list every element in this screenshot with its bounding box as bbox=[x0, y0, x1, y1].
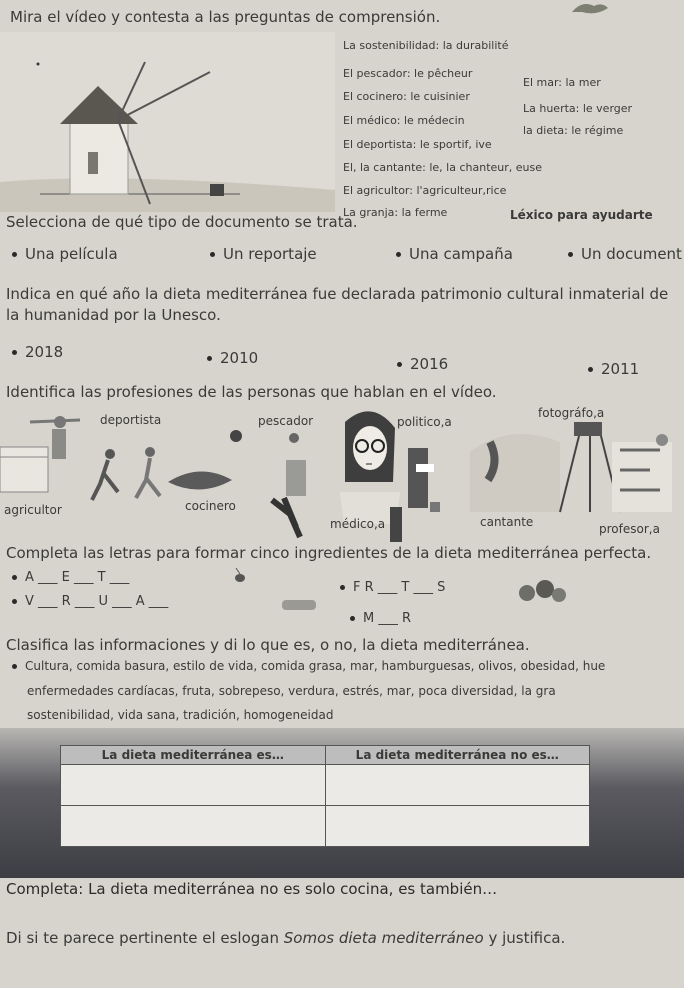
lexicon-item: la dieta: le régime bbox=[523, 124, 624, 137]
q5-prompt: Clasifica las informaciones y di lo que es, o no, la dieta mediterránea. bbox=[6, 636, 530, 654]
q1-prompt: Selecciona de qué tipo de documento se trata. bbox=[6, 213, 358, 231]
windmill-landscape-image bbox=[0, 32, 335, 212]
profession-label-medico: médico,a bbox=[330, 517, 386, 531]
q4-item[interactable]: A ___ E ___ T ___ bbox=[12, 570, 129, 585]
lexicon-item: El deportista: le sportif, ive bbox=[343, 138, 492, 151]
q6-prompt: Completa: La dieta mediterránea no es solo cocina, es también… bbox=[6, 880, 498, 898]
bullet-icon bbox=[12, 664, 17, 669]
profession-label-cocinero: cocinero bbox=[185, 499, 236, 513]
profession-label-deportista: deportista bbox=[100, 413, 162, 427]
profession-label-profesor: profesor,a bbox=[599, 522, 660, 536]
answer-cell-not-2[interactable] bbox=[325, 806, 590, 847]
lexicon-item: El, la cantante: le, la chanteur, euse bbox=[343, 161, 543, 174]
bullet-icon bbox=[12, 350, 17, 355]
answer-cell-is-1[interactable] bbox=[61, 765, 326, 806]
q5-word-list-line3: sostenibilidad, vida sana, tradición, homogeneidad bbox=[27, 708, 334, 722]
q7-prompt: Di si te parece pertinente el eslogan Somos dieta mediterráneo y justifica. bbox=[6, 929, 566, 947]
bullet-icon bbox=[207, 356, 212, 361]
q1-option[interactable]: Un document bbox=[568, 245, 682, 263]
lexicon-item: El médico: le médecin bbox=[343, 114, 465, 127]
bullet-icon bbox=[588, 367, 593, 372]
q4-item[interactable]: V ___ R ___ U ___ A ___ bbox=[12, 594, 168, 609]
q2-option[interactable]: 2011 bbox=[588, 360, 639, 378]
q1-option[interactable]: Una campaña bbox=[396, 245, 513, 263]
q5-word-list-line2: enfermedades cardíacas, fruta, sobrepeso, verdura, estrés, mar, poca diversidad, la gra bbox=[27, 684, 556, 698]
q4-prompt: Completa las letras para formar cinco ingredientes de la dieta mediterránea perfecta. bbox=[6, 544, 652, 562]
q5-word-list-line1: Cultura, comida basura, estilo de vida, comida grasa, mar, hamburguesas, olivos, obesidad, hue bbox=[12, 659, 605, 673]
lexicon-title: Léxico para ayudarte bbox=[510, 208, 653, 222]
q4-item[interactable]: F R ___ T ___ S bbox=[340, 580, 445, 595]
vegetables-icon bbox=[280, 596, 320, 612]
table-header-is-not: La dieta mediterránea no es… bbox=[325, 746, 590, 765]
answer-cell-not-1[interactable] bbox=[325, 765, 590, 806]
answer-cell-is-2[interactable] bbox=[61, 806, 326, 847]
bullet-icon bbox=[12, 252, 17, 257]
profession-label-politico: politico,a bbox=[397, 415, 452, 429]
q1-option[interactable]: Una película bbox=[12, 245, 118, 263]
lexicon-item: La huerta: le verger bbox=[523, 102, 633, 115]
q2-option[interactable]: 2016 bbox=[397, 355, 448, 373]
profession-label-agricultor: agricultor bbox=[4, 503, 62, 517]
q2-prompt-line2: la humanidad por la Unesco. bbox=[6, 306, 221, 324]
bullet-icon bbox=[396, 252, 401, 257]
slogan-text: Somos dieta mediterráneo bbox=[283, 929, 484, 947]
bullet-icon bbox=[12, 575, 17, 580]
decorative-leaf-illustration bbox=[570, 0, 610, 16]
lexicon-item: La granja: la ferme bbox=[343, 206, 448, 219]
q2-prompt-line1: Indica en qué año la dieta mediterránea fue declarada patrimonio cultural inmaterial de bbox=[6, 285, 669, 303]
lexicon-item: La sostenibilidad: la durabilité bbox=[343, 39, 509, 52]
bullet-icon bbox=[397, 362, 402, 367]
olive-icon bbox=[228, 566, 248, 586]
q2-option[interactable]: 2010 bbox=[207, 349, 258, 367]
lexicon-item: El cocinero: le cuisinier bbox=[343, 90, 470, 103]
table-header-is: La dieta mediterránea es… bbox=[61, 746, 326, 765]
bullet-icon bbox=[340, 585, 345, 590]
lexicon-item: El agricultor: l'agriculteur,rice bbox=[343, 184, 507, 197]
bullet-icon bbox=[12, 599, 17, 604]
lexicon-box bbox=[338, 34, 684, 226]
q4-item[interactable]: M ___ R bbox=[350, 611, 411, 626]
profession-label-cantante: cantante bbox=[480, 515, 534, 529]
q1-option[interactable]: Un reportaje bbox=[210, 245, 317, 263]
profession-label-fotografo: fotográfo,a bbox=[538, 406, 605, 420]
lexicon-item: El mar: la mer bbox=[523, 76, 601, 89]
q2-option[interactable]: 2018 bbox=[12, 343, 63, 361]
q3-prompt: Identifica las profesiones de las personas que hablan en el vídeo. bbox=[6, 383, 497, 401]
instruction-heading: Mira el vídeo y contesta a las preguntas de comprensión. bbox=[10, 8, 441, 26]
classification-table bbox=[60, 745, 590, 847]
bullet-icon bbox=[568, 252, 573, 257]
bullet-icon bbox=[210, 252, 215, 257]
lexicon-item: El pescador: le pêcheur bbox=[343, 67, 473, 80]
bullet-icon bbox=[350, 616, 355, 621]
profession-label-pescador: pescador bbox=[258, 414, 314, 428]
fruits-icon bbox=[515, 577, 570, 605]
